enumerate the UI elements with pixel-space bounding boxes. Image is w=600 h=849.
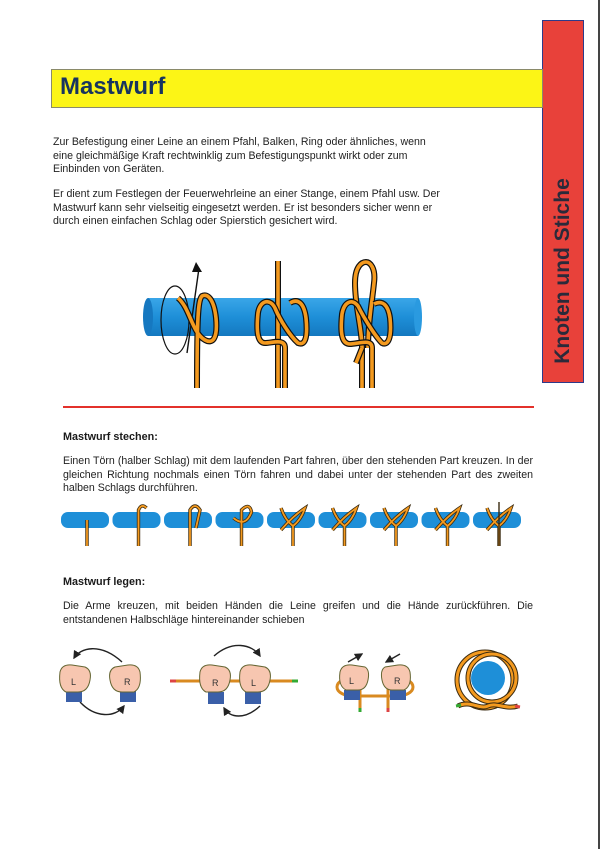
side-strip [542,20,584,383]
hand-letter-l: L [71,677,77,687]
stechen-text: Einen Törn (halber Schlag) mit dem laufenden Part fahren, über den stehenden Part kreuzen. In der gleichen Richtung nochmals einen Törn fahren und dabei unter der stehenden Part des zweiten halben Schlags durchführen. [63,455,533,495]
direction-arrow-icon [192,262,202,272]
title-bar [51,69,543,108]
stechen-heading: Mastwurf stechen: [63,431,158,443]
intro-paragraph-2: Er dient zum Festlegen der Feuerwehrleine an einer Stange, einem Pfahl usw. Der Mastwurf kann sehr vielseitig eingesetzt werden. Er ist besonders sicher wenn er durch einen einfachen Schlag oder Spierstich gesichert wird. [53,188,440,228]
hand-letter-r: R [394,676,401,686]
intro-paragraph-1: Zur Befestigung einer Leine an einem Pfahl, Balken, Ring oder ähnliches, wenn eine gleichmäßige Kraft rechtwinklig zum Befestigungspunkt wirkt oder zum Einbinden von Geräten. [53,136,426,176]
stechen-step [61,512,109,546]
legen-step-2 [170,645,298,716]
side-strip-label: Knoten und Stiche [551,178,574,364]
pole-segment [164,512,212,528]
stechen-step [113,506,161,546]
hand-letter-l: L [251,678,257,688]
stechen-step [422,508,470,546]
stechen-step [164,506,212,546]
mastwurf-main-figure [130,248,430,388]
stechen-step [473,502,521,546]
hand-letter-r: R [124,677,131,687]
legen-heading: Mastwurf legen: [63,576,146,588]
pole-segment [113,512,161,528]
legen-step-4-finished-knot [456,652,520,708]
hand-letter-r: R [212,678,219,688]
legen-step-1 [60,649,141,715]
stechen-step [216,506,264,546]
pole-segment [61,512,109,528]
stechen-step [319,508,367,546]
stechen-step [267,508,315,546]
section-divider [63,406,534,408]
arrow-icon [214,645,260,656]
stechen-steps-figure [55,500,535,550]
arrow-icon [74,649,122,662]
legen-text: Die Arme kreuzen, mit beiden Händen die Leine greifen und die Hände zurückführen. Die entstandenen Halbschläge hintereinander schieben [63,600,533,626]
arrow-icon [80,702,124,715]
legen-step-3 [337,654,413,712]
arrow-icon [386,654,400,662]
pole-cross-section [471,661,505,695]
stechen-step [370,508,418,546]
arrow-icon [348,654,362,662]
legen-steps-figure [40,640,540,740]
page-title: Mastwurf [60,73,166,100]
hand-left-icon [340,665,369,690]
hand-letter-l: L [349,676,355,686]
arrow-icon [224,706,260,716]
